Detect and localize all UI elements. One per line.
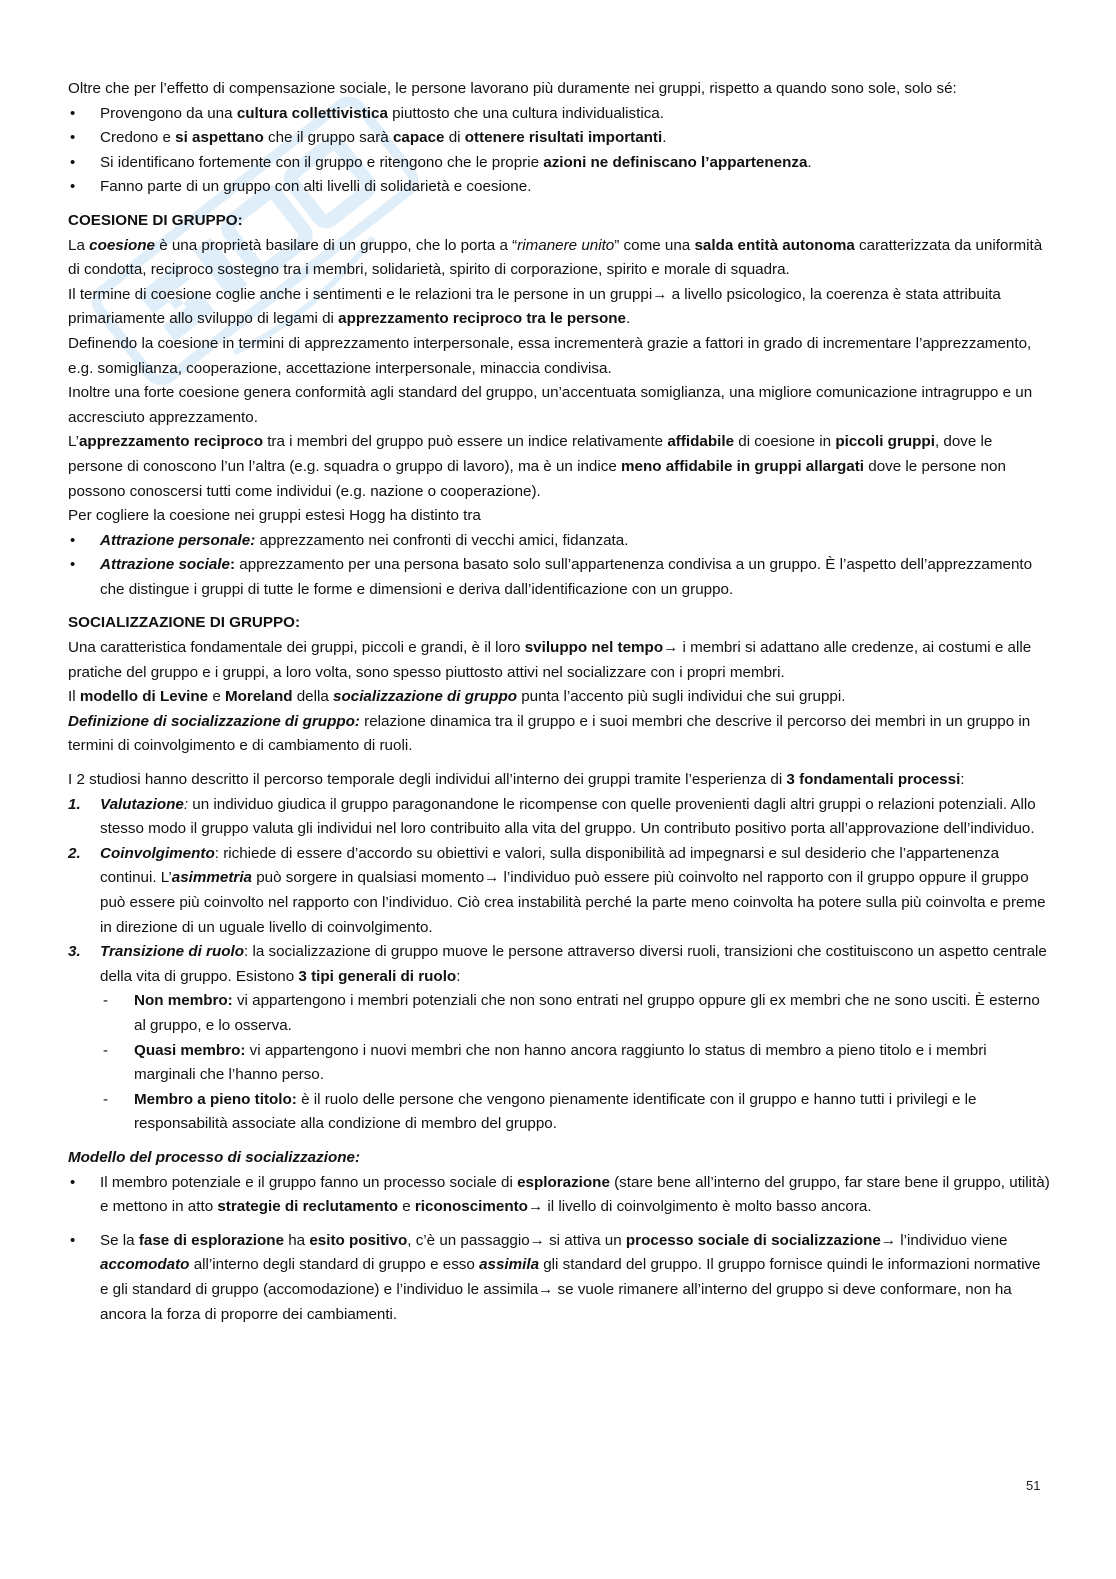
ruoli-list (100, 989, 1050, 1137)
list-item: • Provengono da una cultura collettivistica piuttosto che una cultura individualistica. (68, 102, 1050, 127)
numbered-item (68, 940, 1050, 1137)
item-text: Transizione di ruolo: la socializzazione di gruppo muove le persone attraverso diversi ruoli, transizioni che costituiscono un aspetto centrale della vita di gruppo. Esistono 3 tipi generali di ruolo: (100, 943, 1047, 985)
paragraph: Il modello di Levine e Moreland della socializzazione di gruppo punta l’accento più sugli individui che sui gruppi. (68, 688, 846, 706)
item-text: Coinvolgimento: richiede di essere d’accordo su obiettivi e valori, sulla disponibilità ad impegnarsi e sul desiderio che l’appartenenza continui. L’asimmetria può sorgere in qualsiasi momento→ l’individuo può essere più coinvolto nel rapporto con il gruppo oppure il gruppo può essere più coinvolto nel rapporto con l’individuo. Ciò crea instabilità perché la parte meno coinvolta ha potere sulla più coinvolta e preme in direzione di un uguale livello di coinvolgimento. (100, 844, 1046, 936)
list-item: • Fanno parte di un gruppo con alti livelli di solidarietà e coesione. (68, 175, 1050, 200)
modello-list (68, 1171, 1050, 1328)
item-number: 1. (68, 795, 81, 813)
list-item: • Credono e si aspettano che il gruppo sarà capace di ottenere risultati importanti. (68, 126, 1050, 151)
document-body (68, 77, 1050, 1327)
paragraph: La coesione è una proprietà basilare di un gruppo, che lo porta a “rimanere unito” come una salda entità autonoma caratterizzata da uniformità di condotta, reciproco sostegno tra i membri, solidarietà, spirito di corporazione, spirito e morale di squadra. (68, 236, 1043, 279)
intro-list (68, 102, 1050, 200)
list-item: - Quasi membro: vi appartengono i nuovi membri che non hanno ancora raggiunto lo status di membro a pieno titolo e i membri marginali che l’hanno perso. (100, 1039, 1050, 1088)
list-item: - Non membro: vi appartengono i membri potenziali che non sono entrati nel gruppo oppure gli ex membri che ne sono usciti. È esterno al gruppo, e lo osserva. (100, 989, 1050, 1038)
list-item: • Attrazione sociale: apprezzamento per una persona basato solo sull’appartenenza condivisa a un gruppo. È l’aspetto dell’apprezzamento che distingue i gruppi di tutte le forme e dimensioni e deriva dall’identificazione con un gruppo. (68, 553, 1050, 602)
list-item: • Si identificano fortemente con il gruppo e ritengono che le proprie azioni ne definiscano l’appartenenza. (68, 151, 1050, 176)
paragraph: Una caratteristica fondamentale dei gruppi, piccoli e grandi, è il loro sviluppo nel tempo→ i membri si adattano alle credenze, ai costumi e alle pratiche del gruppo e i gruppi, a loro volta, sono spesso piuttosto attivi nel socializzare con i propri membri. (68, 639, 1032, 681)
section-heading-modello: Modello del processo di socializzazione: (68, 1148, 360, 1166)
page-number: 51 (1026, 1478, 1041, 1493)
list-item: • Attrazione personale: apprezzamento nei confronti di vecchi amici, fidanzata. (68, 529, 1050, 554)
attrazione-list (68, 529, 1050, 603)
paragraph: Definendo la coesione in termini di apprezzamento interpersonale, essa incrementerà grazie a fattori in grado di incrementare l’apprezzamento, e.g. somiglianza, cooperazione, accettazione interpersonale, minaccia condivisa. (68, 334, 1032, 377)
paragraph: Il termine di coesione coglie anche i sentimenti e le relazioni tra le persone in un gruppi→ a livello psicologico, la coerenza è stata attribuita primariamente allo sviluppo di legami di apprezzamento reciproco tra le persone. (68, 285, 1001, 328)
section-heading-socializzazione: SOCIALIZZAZIONE DI GRUPPO: (68, 614, 301, 632)
paragraph: Inoltre una forte coesione genera conformità agli standard del gruppo, un’accentuata somiglianza, una migliore comunicazione intragruppo e un accresciuto apprezzamento. (68, 384, 1033, 426)
paragraph: Per cogliere la coesione nei gruppi estesi Hogg ha distinto tra (68, 507, 481, 525)
list-item: • Il membro potenziale e il gruppo fanno un processo sociale di esplorazione (stare bene all’interno del gruppo, far stare bene il gruppo, utilità) e mettono in atto strategie di reclutamento e riconoscimento→ il livello di coinvolgimento è molto basso ancora. (68, 1171, 1050, 1220)
item-number: 3. (68, 943, 81, 961)
paragraph: L’apprezzamento reciproco tra i membri del gruppo può essere un indice relativamente affidabile di coesione in piccoli gruppi, dove le persone di conoscono l’un l’altra (e.g. squadra o gruppo di lavoro), ma è un indice meno affidabile in gruppi allargati dove le persone non possono conoscersi tutti come individui (e.g. nazione o cooperazione). (68, 433, 1006, 500)
list-item: - Membro a pieno titolo: è il ruolo delle persone che vengono pienamente identificate con il gruppo e hanno tutti i privilegi e le responsabilità associate alla condizione di membro del gruppo. (100, 1088, 1050, 1137)
numbered-item (68, 842, 1050, 940)
intro-paragraph: Oltre che per l’effetto di compensazione sociale, le persone lavorano più duramente nei gruppi, rispetto a quando sono sole, solo sé: (68, 80, 957, 97)
section-heading-coesione: COESIONE DI GRUPPO: (68, 211, 243, 229)
paragraph: Definizione di socializzazione di gruppo: relazione dinamica tra il gruppo e i suoi membri che descrive il percorso dei membri in un gruppo in termini di coinvolgimento e di cambiamento di ruoli. (68, 712, 1031, 755)
item-number: 2. (68, 844, 81, 862)
paragraph: I 2 studiosi hanno descritto il percorso temporale degli individui all’interno dei gruppi tramite l’esperienza di 3 fondamentali processi: (68, 771, 965, 789)
numbered-item (68, 793, 1050, 842)
list-item: • Se la fase di esplorazione ha esito positivo, c’è un passaggio→ si attiva un processo sociale di socializzazione→ l’individuo viene accomodato all’interno degli standard di gruppo e esso assimila gli standard del gruppo. Il gruppo fornisce quindi le informazioni normative e gli standard di gruppo (accomodazione) e l’individuo le assimila→ se vuole rimanere all’interno del gruppo si deve conformare, non ha ancora la forza di proporre dei cambiamenti. (68, 1229, 1050, 1327)
processi-list (68, 793, 1050, 1137)
item-text: Valutazione: un individuo giudica il gruppo paragonandone le ricompense con quelle provenienti dagli altri gruppi o relazioni potenziali. Allo stesso modo il gruppo valuta gli individui nel loro contribuito alla vita del gruppo. Un contributo positivo porta all’approvazione dell’individuo. (100, 795, 1036, 838)
